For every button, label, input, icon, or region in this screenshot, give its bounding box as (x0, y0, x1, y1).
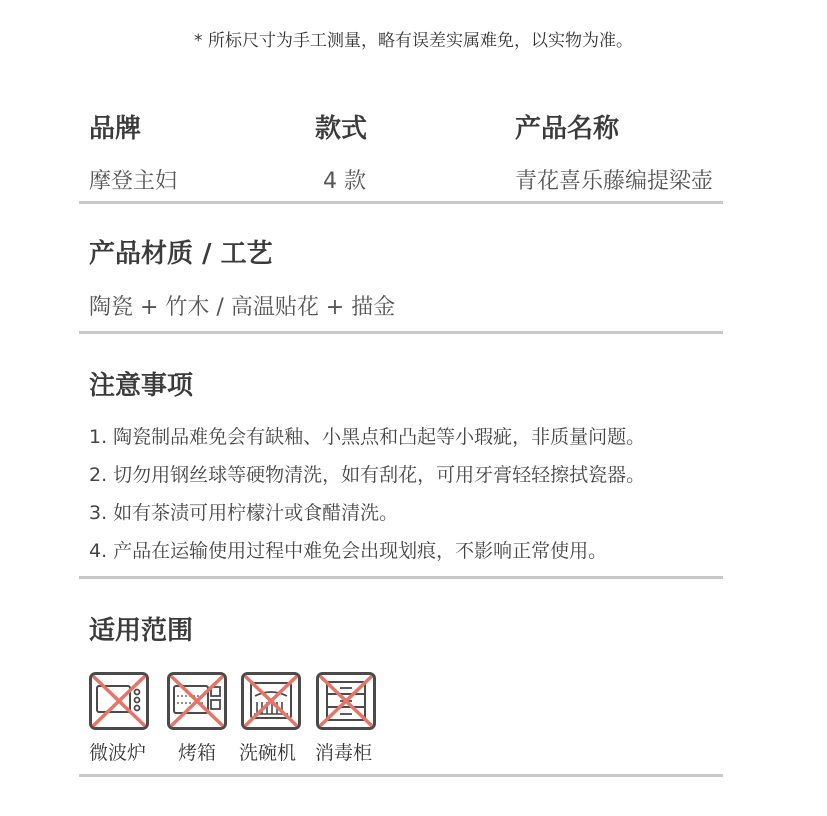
product-name-value: 青花喜乐藤编提梁壶 (515, 169, 714, 194)
sterilizer-cabinet-icon (316, 672, 376, 730)
notes-title: 注意事项 (89, 371, 194, 401)
brand-label: 品牌 (89, 114, 142, 144)
material-label: 产品材质 / 工艺 (89, 239, 273, 269)
usage-title: 适用范围 (89, 616, 194, 646)
notes-item: 1. 陶瓷制品难免会有缺釉、小黑点和凸起等小瑕疵，非质量问题。 (89, 426, 646, 448)
style-label: 款式 (315, 114, 368, 144)
oven-icon (167, 672, 227, 730)
measurement-note: * 所标尺寸为手工测量，略有误差实属难免，以实物为准。 (194, 31, 633, 51)
divider (79, 576, 723, 579)
divider (79, 201, 723, 204)
microwave-label: 微波炉 (89, 742, 147, 764)
divider (79, 774, 723, 777)
microwave-icon (89, 672, 149, 730)
style-value: 4 款 (323, 169, 366, 194)
notes-item: 4. 产品在运输使用过程中难免会出现划痕，不影响正常使用。 (89, 540, 608, 562)
sterilizer-cabinet-label: 消毒柜 (315, 742, 373, 764)
dishwasher-icon (241, 672, 301, 730)
notes-item: 3. 如有茶渍可用柠檬汁或食醋清洗。 (89, 502, 399, 524)
dishwasher-label: 洗碗机 (239, 742, 297, 764)
notes-item: 2. 切勿用钢丝球等硬物清洗，如有刮花，可用牙膏轻轻擦拭瓷器。 (89, 464, 646, 486)
product-name-label: 产品名称 (515, 114, 620, 144)
brand-value: 摩登主妇 (89, 169, 178, 194)
divider (79, 331, 723, 334)
oven-label: 烤箱 (178, 742, 217, 764)
material-value: 陶瓷 + 竹木 / 高温贴花 + 描金 (89, 295, 396, 320)
